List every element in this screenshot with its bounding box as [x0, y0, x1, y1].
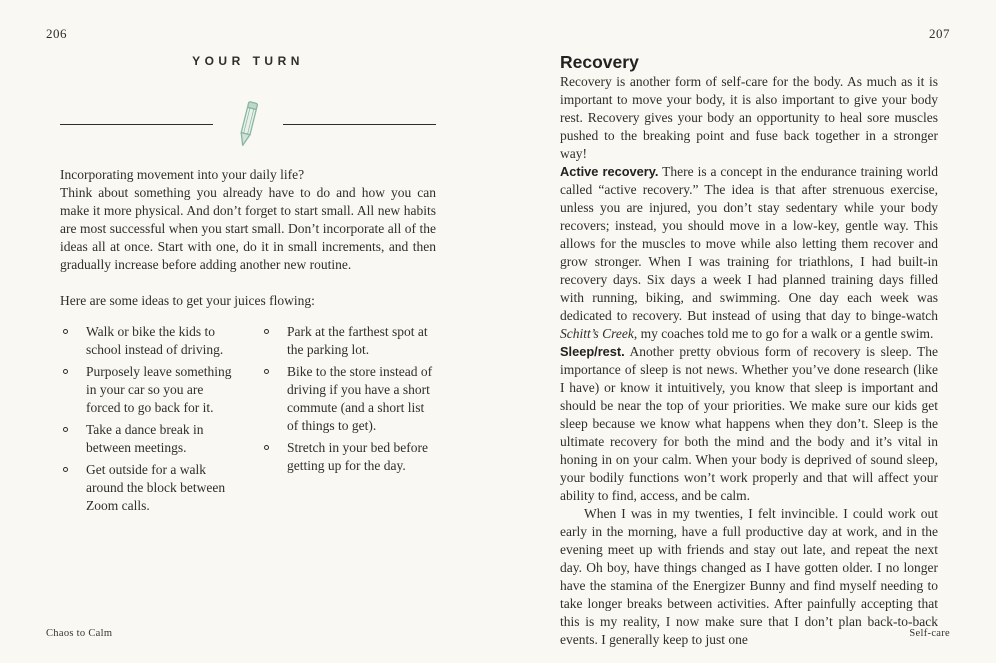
page-right: [498, 0, 996, 663]
divider-rule-right: [283, 124, 436, 125]
list-item-text: Walk or bike the kids to school instead of driving.: [86, 324, 224, 357]
divider-rule-left: [60, 124, 213, 125]
list-item: [60, 363, 235, 417]
active-recovery-text-end: , my coaches told me to go for a walk or a gentle swim.: [633, 326, 934, 341]
ideas-column-right: [261, 323, 436, 519]
circle-bullet: [63, 329, 68, 334]
question-line: Incorporating movement into your daily life?: [60, 167, 305, 182]
list-item: [60, 461, 235, 515]
circle-bullet: [63, 369, 68, 374]
list-item-text: Park at the farthest spot at the parking lot.: [287, 324, 428, 357]
list-item: [261, 363, 436, 435]
list-item-text: Bike to the store instead of driving if you have a short commute (and a short list of things to get).: [287, 364, 433, 433]
circle-bullet: [264, 445, 269, 450]
running-footer-book-title: Chaos to Calm: [46, 628, 113, 639]
ideas-lead-line: Here are some ideas to get your juices flowing:: [60, 293, 315, 308]
list-item-text: Get outside for a walk around the block between Zoom calls.: [86, 462, 226, 513]
circle-bullet: [264, 329, 269, 334]
right-page-content: [560, 0, 938, 649]
list-item-text: Take a dance break in between meetings.: [86, 422, 204, 455]
circle-bullet: [63, 467, 68, 472]
paragraph-sleep-rest: [560, 343, 938, 505]
page-number-right: 207: [929, 26, 950, 41]
sleep-rest-text: Another pretty obvious form of recovery is sleep. The importance of sleep is not news. Whether you’ve done research (like I have) or know it intuitively, you know that sleep is important and should be near the top of your priorities. We make sure our kids get sleep because we know what happens when they don’t. Sleep is the ultimate recovery for both the mind and the body and it’s vital in honing in on your calm. When your body is deprived of sound sleep, your bodily functions won’t work properly and that will affect your ability to find, access, and be calm.: [560, 344, 938, 503]
paragraph-twenties: When I was in my twenties, I felt invincible. I could work out early in the morning, have a full productive day at work, and in the evening meet up with friends and stay out late, and repeat the next day. Oh boy, have things changed as I have gotten older. I no longer have the stamina of the Energizer Bunny and find myself needing to take longer breaks between activities. After painfully accepting that this is my reality, I now make sure that I don’t plan back-to-back events. I generally keep to just one: [560, 506, 938, 647]
section-heading-your-turn: YOUR TURN: [192, 54, 304, 68]
list-item: [60, 421, 235, 457]
list-item-text: Purposely leave something in your car so you are forced to go back for it.: [86, 364, 232, 415]
section-title-recovery: Recovery: [560, 52, 639, 72]
show-title-italic: Schitt’s Creek: [560, 326, 634, 341]
ideas-list: [60, 323, 436, 519]
list-item-text: Stretch in your bed before getting up for the day.: [287, 440, 428, 473]
circle-bullet: [63, 427, 68, 432]
pencil-icon: [233, 100, 263, 148]
running-footer-chapter: Self-care: [909, 628, 950, 639]
page-number-left: 206: [46, 26, 67, 41]
list-item: [60, 323, 235, 359]
list-item: [261, 439, 436, 475]
lead-in-sleep-rest: Sleep/rest.: [560, 344, 625, 359]
lead-in-active-recovery: Active recovery.: [560, 164, 659, 179]
ideas-column-left: [60, 323, 235, 519]
circle-bullet: [264, 369, 269, 374]
intro-paragraph-left: Think about something you already have to do and how you can make it more physical. And don’t forget to start small. All new habits are most successful when you start small. Don’t incorporate all of the ideas all at once. Start with one, do it in small increments, and then gradually increase before adding another new routine.: [60, 185, 436, 272]
intro-paragraph-right: Recovery is another form of self-care for the body. As much as it is important to move your body, it is also important to give your body rest. Recovery gives your body an opportunity to heal sore muscles pushed to the breaking point and fuse back together in a stronger way!: [560, 74, 938, 161]
left-page-content: [60, 0, 436, 519]
list-item: [261, 323, 436, 359]
paragraph-active-recovery: [560, 163, 938, 343]
active-recovery-text: There is a concept in the endurance training world called “active recovery.” The idea is that after strenuous exercise, unless you are injured, you don’t stay sedentary while your body recovers; instead, you should move in a low-key, gentle way. This allows for the muscles to move while also letting them recover and grow stronger. When I was training for triathlons, I had built-in recovery days. Six days a week I had planned training days filled with running, biking, and swimming. One day each week was dedicated to recovery. But instead of using that day to binge-watch: [560, 164, 938, 323]
pencil-divider: [60, 100, 436, 148]
